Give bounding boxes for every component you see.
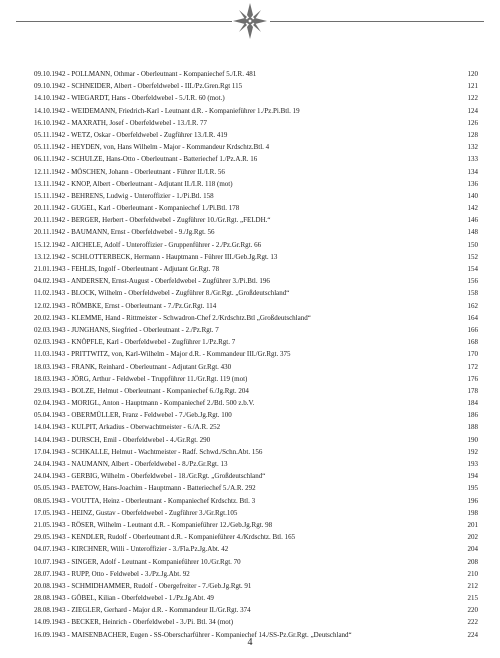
toc-entry-page: 134 (467, 167, 478, 176)
toc-entry-text: 14.10.1942 - WIEGARDT, Hans - Oberfeldwebel - 5./I.R. 60 (mot.) (34, 94, 225, 103)
toc-entry (34, 543, 478, 555)
toc-entry-text: 15.11.1942 - BEHRENS, Ludwig - Unteroffizier - 1./Pi.Btl. 158 (34, 191, 214, 200)
toc-entry-text: 20.08.1943 - SCHMIDHAMMER, Rudolf - Obergefreiter - 7./Geb.Jg.Rgt. 91 (34, 581, 252, 590)
toc-entry-text: 14.10.1942 - WEIDEMANN, Friedrich-Karl - Leutnant d.R. - Kompanieführer 1./Pz.Pi.Btl. 19 (34, 106, 300, 115)
toc-entry-text: 11.03.1943 - PRITTWITZ, von, Karl-Wilhelm - Major d.R. - Kommandeur III./Gr.Rgt. 375 (34, 350, 291, 359)
toc-entry (34, 482, 478, 494)
toc-entry-page: 140 (467, 191, 478, 200)
toc-entry-text: 20.11.1942 - GUGEL, Karl - Oberleutnant - Kompaniechef 1./Pi.Btl. 178 (34, 204, 240, 213)
toc-entry (34, 458, 478, 470)
ornament-rule-left (16, 21, 232, 22)
toc-entry (34, 385, 478, 397)
toc-entry-page: 133 (467, 155, 478, 164)
toc-entry-page: 192 (467, 447, 478, 456)
toc-entry-page: 150 (467, 240, 478, 249)
page-number: 4 (247, 637, 253, 648)
toc-entry-page: 146 (467, 216, 478, 225)
toc-entry-text: 10.07.1943 - SINGER, Adolf - Leutnant - Kompanieführer 10./Gr.Rgt. 70 (34, 557, 241, 566)
toc-entry (34, 190, 478, 202)
toc-entry-page: 158 (467, 289, 478, 298)
toc-entry-text: 20.11.1942 - BERGER, Herbert - Oberfeldwebel - Zugführer 10./Gr.Rgt. „FELDH.“ (34, 216, 271, 225)
toc-entry-page: 190 (467, 435, 478, 444)
toc-entry-page: 212 (467, 581, 478, 590)
toc-entry (34, 556, 478, 568)
toc-entry-page: 148 (467, 228, 478, 237)
toc-entry-page: 222 (467, 618, 478, 627)
toc-entry-text: 02.03.1943 - JUNGHANS, Siegfried - Oberleutnant - 2./Pz.Rgt. 7 (34, 325, 219, 334)
toc-entry (34, 373, 478, 385)
top-ornament (0, 0, 500, 44)
toc-entry-page: 188 (467, 423, 478, 432)
toc-entry-text: 04.02.1943 - ANDERSEN, Ernst-August - Oberfeldwebel - Zugführer 3./Pi.Btl. 196 (34, 277, 270, 286)
toc-entry (34, 397, 478, 409)
toc-entry-text: 14.04.1943 - DURSCH, Emil - Oberfeldwebel - 4./Gr.Rgt. 290 (34, 435, 211, 444)
toc-entry-page: 162 (467, 301, 478, 310)
toc-entry-text: 24.04.1943 - NAUMANN, Albert - Oberfeldwebel - 8./Pz.Gr.Rgt. 13 (34, 460, 228, 468)
toc-entry-page: 202 (467, 533, 478, 542)
toc-entry (34, 336, 478, 348)
toc-entry-page: 152 (467, 252, 478, 261)
toc-entry-page: 121 (467, 82, 478, 91)
toc-entry (34, 592, 478, 604)
toc-entry (34, 507, 478, 519)
toc-entry (34, 105, 478, 117)
toc-entry-page: 186 (467, 411, 478, 420)
toc-entry-text: 08.05.1943 - VOUTTA, Heinz - Oberleutnant - Kompaniechef Krdschtz. Btl. 3 (34, 496, 256, 505)
toc-entry-text: 15.12.1942 - AICHELE, Adolf - Unteroffizier - Gruppenführer - 2./Pz.Gr.Rgt. 66 (34, 240, 262, 249)
toc-entry-text: 09.10.1942 - POLLMANN, Othmar - Oberleutnant - Kompaniechef 5./I.R. 481 (34, 70, 257, 78)
toc-entry (34, 434, 478, 446)
toc-entry (34, 226, 478, 238)
toc-entry-page: 195 (467, 484, 478, 493)
toc-entry (34, 361, 478, 373)
toc-entry (34, 312, 478, 324)
toc-entry (34, 68, 478, 80)
toc-entry (34, 470, 478, 482)
toc-entry-text: 12.11.1942 - MÖSCHEN, Johann - Oberleutnant - Führer II./I.R. 56 (34, 167, 225, 176)
toc-entry-text: 14.04.1943 - KULPIT, Arkadius - Oberwachtmeister - 6./A.R. 252 (34, 423, 221, 432)
toc-entry-page: 120 (467, 70, 478, 78)
toc-entry-page: 166 (467, 325, 478, 334)
toc-entry-text: 09.10.1942 - SCHNEIDER, Albert - Oberfeldwebel - III./Pz.Gren.Rgt 115 (34, 82, 243, 91)
toc-entry-text: 12.02.1943 - RÖMBKE, Ernst - Oberleutnant - 7./Pz.Gr.Rgt. 114 (34, 301, 217, 310)
toc-entry-page: 194 (467, 472, 478, 481)
toc-entry-text: 13.12.1942 - SCHLOTTERBECK, Hermann - Hauptmann - Führer III./Geb.Jg.Rgt. 13 (34, 252, 278, 261)
toc-entry (34, 92, 478, 104)
toc-entry (34, 153, 478, 165)
toc-entry (34, 275, 478, 287)
toc-entry-text: 28.07.1943 - RUPP, Otto - Feldwebel - 3./Pz.Jg.Abt. 92 (34, 569, 190, 578)
toc-entry-page: 224 (467, 630, 478, 639)
toc-entry-text: 28.08.1943 - ZIEGLER, Gerhard - Major d.R. - Kommandeur II./Gr.Rgt. 374 (34, 606, 251, 615)
toc-entry-text: 05.04.1943 - OBERMÜLLER, Franz - Feldwebel - 7./Geb.Jg.Rgt. 100 (34, 411, 232, 420)
toc-entry (34, 531, 478, 543)
toc-entry (34, 519, 478, 531)
iron-cross-emblem-icon (232, 2, 268, 40)
toc-entry-text: 02.03.1943 - KNÖPFLE, Karl - Oberfeldwebel - Zugführer 1./Pz.Rgt. 7 (34, 338, 236, 347)
toc-entry-page: 122 (467, 94, 478, 103)
toc-entry-page: 196 (467, 496, 478, 505)
toc-entry (34, 568, 478, 580)
toc-entry (34, 214, 478, 226)
toc-entry-page: 208 (467, 557, 478, 566)
toc-entry-page: 126 (467, 118, 478, 127)
toc-entry-page: 193 (467, 460, 478, 468)
toc-entry-page: 132 (467, 143, 478, 152)
toc-entry-page: 178 (467, 386, 478, 395)
toc-entry-text: 18.03.1943 - JÖRG, Arthur - Feldwebel - Truppführer 11./Gr.Rgt. 119 (mot) (34, 374, 248, 383)
toc-entry-page: 156 (467, 277, 478, 286)
toc-entry-text: 17.04.1943 - SCHKALLE, Helmut - Wachtmeister - Radf. Schwd./Schn.Abt. 156 (34, 447, 263, 456)
toc-entry-page: 170 (467, 350, 478, 359)
toc-entry (34, 129, 478, 141)
toc-entry (34, 421, 478, 433)
toc-entry-text: 28.08.1943 - GÖBEL, Kilian - Oberfeldwebel - 1./Pz.Jg.Abt. 49 (34, 594, 214, 603)
toc-entry-text: 29.05.1943 - KENDLER, Rudolf - Oberleutnant d.R. - Kompanieführer 4./Krdschtz. Btl. 165 (34, 533, 296, 542)
toc-entry (34, 263, 478, 275)
toc-entry-text: 04.07.1943 - KIRCHNER, Willi - Unteroffizier - 3./Fla.Pz.Jg.Abt. 42 (34, 545, 229, 554)
toc-entry-text: 21.05.1943 - RÖSER, Wilhelm - Leutnant d.R. - Kompanieführer 12./Geb.Jg.Rgt. 98 (34, 520, 273, 529)
toc-entry-text: 20.02.1943 - KLEMME, Hand - Rittmeister - Schwadron-Chef 2./Krdschtz.Btl „Großdeutschland“ (34, 313, 311, 322)
toc-entry-page: 215 (467, 594, 478, 603)
toc-entry-page: 204 (467, 545, 478, 554)
toc-entry-text: 05.05.1943 - PAETOW, Hans-Joachim - Hauptmann - Batteriechef 5./A.R. 292 (34, 484, 256, 493)
toc-entry (34, 446, 478, 458)
toc-entry (34, 251, 478, 263)
toc-entry-page: 176 (467, 374, 478, 383)
toc-entry-text: 06.11.1942 - SCHULZE, Hans-Otto - Oberleutnant - Batteriechef 1./Pz.A.R. 16 (34, 155, 258, 164)
toc-entry (34, 117, 478, 129)
toc-entry-text: 21.01.1943 - FEHLIS, Ingolf - Oberleutnant - Adjutant Gr.Rgt. 78 (34, 265, 220, 273)
toc-entry (34, 495, 478, 507)
toc-entry-text: 16.09.1943 - MAISENBACHER, Eugen - SS-Oberscharführer - Kompaniechef 14./SS-Pz.Gr.Rgt. „Deutschland“ (34, 630, 352, 639)
toc-entry-page: 210 (467, 569, 478, 578)
toc-entry (34, 166, 478, 178)
toc-entry-text: 18.03.1943 - FRANK, Reinhard - Oberleutnant - Adjutant Gr.Rgt. 430 (34, 362, 232, 371)
toc-entry-page: 136 (467, 179, 478, 188)
toc-entry (34, 141, 478, 153)
toc-entry-page: 128 (467, 130, 478, 139)
toc-entry-text: 14.09.1943 - BECKER, Heinrich - Oberfeldwebel - 3./Pi. Btl. 34 (mot) (34, 618, 234, 627)
toc-entry-text: 24.04.1943 - GERBIG, Wilhelm - Oberfeldwebel - 18./Gr.Rgt. „Großdeutschland“ (34, 472, 266, 481)
toc-entry (34, 409, 478, 421)
toc-entry-page: 220 (467, 606, 478, 615)
toc-entry-text: 11.02.1943 - BLOCK, Wilhelm - Oberfeldwebel - Zugführer 8./Gr.Rgt. „Großdeutschland“ (34, 289, 290, 298)
toc-entry-page: 198 (467, 508, 478, 517)
toc-entry-text: 05.11.1942 - HEYDEN, von, Hans Wilhelm - Major - Kommandeur Krdschtz.Btl. 4 (34, 143, 270, 152)
toc-entry-page: 154 (467, 265, 478, 273)
toc-entry (34, 300, 478, 312)
toc-entry-text: 29.03.1943 - BOLZE, Helmut - Oberleutnant - Kompaniechef 6./Jg.Rgt. 204 (34, 386, 249, 395)
toc-entry-page: 201 (467, 520, 478, 529)
toc-entry (34, 239, 478, 251)
toc-entry-text: 02.04.1943 - MORIGL, Anton - Hauptmann - Kompaniechef 2./Btl. 500 z.b.V. (34, 399, 255, 408)
toc-entry-page: 184 (467, 399, 478, 408)
toc-entry-page: 172 (467, 362, 478, 371)
toc-entry (34, 604, 478, 616)
toc-entry-page: 164 (467, 313, 478, 322)
toc-entry-text: 17.05.1943 - HEINZ, Gustav - Oberfeldwebel - Zugführer 3./Gr.Rgt.105 (34, 508, 238, 517)
toc-entry (34, 80, 478, 92)
toc-entry-text: 05.11.1942 - WETZ, Oskar - Oberfeldwebel - Zugführer 13./I.R. 419 (34, 130, 228, 139)
toc-entry (34, 178, 478, 190)
toc-entry-text: 20.11.1942 - BAUMANN, Ernst - Oberfeldwebel - 9./Jg.Rgt. 56 (34, 228, 215, 237)
table-of-contents-list (34, 68, 478, 641)
toc-entry (34, 616, 478, 628)
ornament-rule-right (270, 21, 484, 22)
toc-entry (34, 202, 478, 214)
toc-entry (34, 287, 478, 299)
toc-entry (34, 348, 478, 360)
toc-entry-text: 16.10.1942 - MAXRATH, Josef - Oberfeldwebel - 13./I.R. 77 (34, 118, 208, 127)
toc-entry-page: 124 (467, 106, 478, 115)
toc-entry-page: 142 (467, 204, 478, 213)
toc-entry (34, 580, 478, 592)
toc-entry-text: 13.11.1942 - KNOP, Albert - Oberleutnant - Adjutant II./I.R. 118 (mot) (34, 179, 233, 188)
toc-entry-page: 168 (467, 338, 478, 347)
toc-entry (34, 324, 478, 336)
